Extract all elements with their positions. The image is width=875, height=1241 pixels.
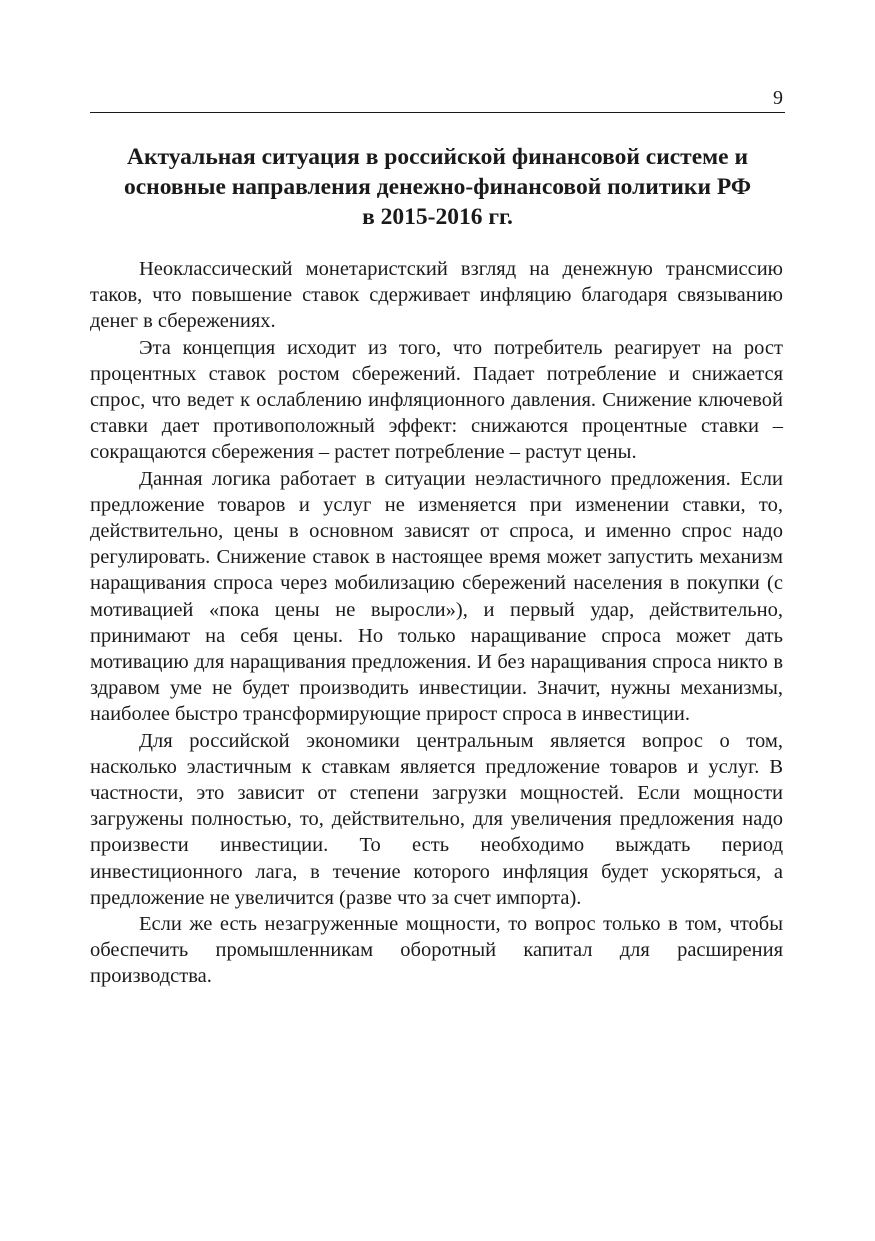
title-line: основные направления денежно-финансовой политики РФ [123,174,752,200]
title-line: Актуальная ситуация в российской финансовой системе и [127,144,748,170]
paragraph: Эта концепция исходит из того, что потребитель реагирует на рост процентных ставок ростом сбережений. Падает потребление и снижается спрос, что ведет к ослаблению инфляционного давления. Снижение ключевой ставки дает противоположный эффект: снижаются процентные ставки – сокращаются сбережения – растет потребление – растут цены. [90,336,783,464]
paragraph: Данная логика работает в ситуации неэластичного предложения. Если предложение товаров и услуг не изменяется при изменении ставки, то, действительно, цены в основном зависят от спроса, и именно спрос надо регулировать. Снижение ставок в настоящее время может запустить механизм наращивания спроса через мобилизацию сбережений населения в покупки (с мотивацией «пока цены не выросли»), и первый удар, действительно, принимают на себя цены. Но только наращивание спроса может дать мотивацию для наращивания предложения. И без наращивания спроса никто в здравом уме не будет производить инвестиции. Значит, нужны механизмы, наиболее быстро трансформирующие прирост спроса в инвестиции. [90,467,783,726]
page-number: 9 [773,87,783,109]
title-line: в 2015-2016 гг. [362,204,513,230]
paragraph: Неоклассический монетаристский взгляд на денежную трансмиссию таков, что повышение ставок сдерживает инфляцию благодаря связыванию денег в сбережениях. [90,258,783,333]
paragraph: Если же есть незагруженные мощности, то вопрос только в том, чтобы обеспечить промышленникам оборотный капитал для расширения производства. [90,913,783,988]
body-text [90,256,783,990]
paragraph: Для российской экономики центральным является вопрос о том, насколько эластичным к ставкам является предложение товаров и услуг. В частности, это зависит от степени загрузки мощностей. Если мощности загружены полностью, то, действительно, для увеличения предложения надо произвести инвестиции. То есть необходимо выждать период инвестиционного лага, в течение которого инфляция будет ускоряться, а предложение не увеличится (разве что за счет импорта). [90,729,783,909]
page-title [90,142,785,232]
header-rule [90,112,785,113]
